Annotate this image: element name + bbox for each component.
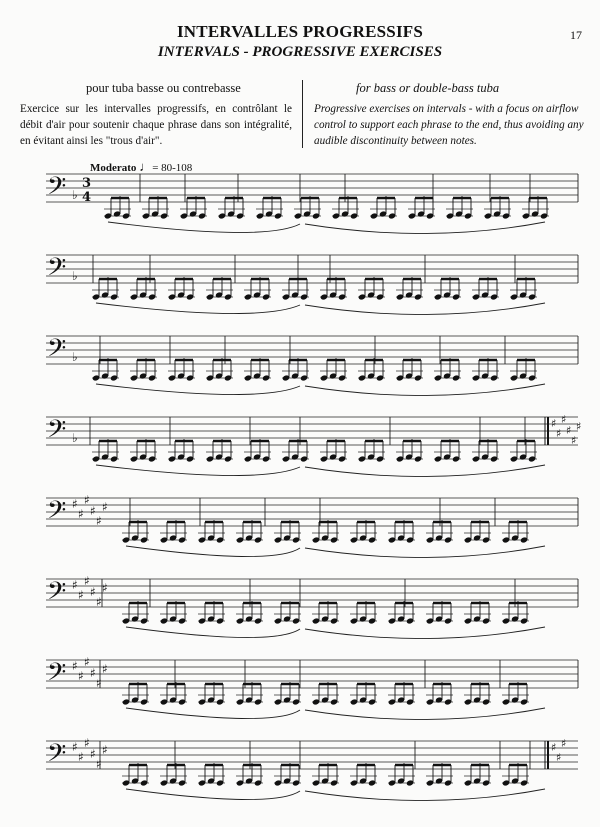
sharp-icon: ♯ bbox=[96, 595, 102, 609]
sharp-icon: ♯ bbox=[84, 574, 90, 588]
slur bbox=[96, 384, 300, 395]
sharp-icon: ♯ bbox=[566, 424, 572, 437]
sharp-icon: ♯ bbox=[561, 413, 567, 426]
flat-icon: ♭ bbox=[72, 350, 78, 364]
tempo-range: = 80-108 bbox=[152, 162, 193, 174]
sharp-icon: ♯ bbox=[102, 662, 108, 676]
description-english: Progressive exercises on intervals - with a focus on airflow control to support each phrase to the end, thus avoiding any audible discontinuity between notes. bbox=[314, 103, 584, 148]
slur bbox=[108, 222, 300, 233]
page-number: 17 bbox=[570, 28, 582, 42]
sharp-icon: ♯ bbox=[78, 750, 84, 764]
flat-icon: ♭ bbox=[72, 269, 78, 283]
sharp-icon: ♯ bbox=[96, 514, 102, 528]
bass-clef-icon: 𝄢 bbox=[47, 739, 67, 774]
sharp-icon: ♯ bbox=[72, 578, 78, 592]
slur bbox=[305, 303, 545, 315]
slur bbox=[305, 465, 545, 477]
sharp-icon: ♯ bbox=[102, 743, 108, 757]
subtitle-french: pour tuba basse ou contrebasse bbox=[86, 81, 241, 95]
bass-clef-icon: 𝄢 bbox=[47, 172, 67, 207]
time-signature-top: 3 bbox=[82, 176, 92, 191]
sharp-icon: ♯ bbox=[90, 504, 96, 518]
bass-clef-icon: 𝄢 bbox=[47, 496, 67, 531]
sharp-icon: ♯ bbox=[561, 737, 567, 750]
bass-clef-icon: 𝄢 bbox=[47, 334, 67, 369]
page-title-french: INTERVALLES PROGRESSIFS bbox=[176, 22, 424, 41]
sharp-icon: ♯ bbox=[556, 427, 562, 440]
sharp-icon: ♯ bbox=[102, 500, 108, 514]
slur bbox=[96, 465, 300, 476]
sharp-icon: ♯ bbox=[72, 497, 78, 511]
sharp-icon: ♯ bbox=[90, 666, 96, 680]
slur bbox=[305, 546, 545, 558]
sharp-icon: ♯ bbox=[78, 507, 84, 521]
flat-icon: ♭ bbox=[72, 431, 78, 445]
sharp-icon: ♯ bbox=[84, 655, 90, 669]
sharp-icon: ♯ bbox=[90, 747, 96, 761]
sharp-icon: ♯ bbox=[84, 736, 90, 750]
slur bbox=[126, 546, 300, 557]
sharp-icon: ♯ bbox=[551, 417, 557, 430]
sharp-icon: ♯ bbox=[90, 585, 96, 599]
tempo-word: Moderato bbox=[90, 162, 137, 174]
slur bbox=[126, 708, 300, 719]
sharp-icon: ♯ bbox=[84, 493, 90, 507]
bass-clef-icon: 𝄢 bbox=[47, 577, 67, 612]
bass-clef-icon: 𝄢 bbox=[47, 415, 67, 450]
time-signature-bottom: 4 bbox=[82, 190, 92, 205]
sharp-icon: ♯ bbox=[72, 659, 78, 673]
sharp-icon: ♯ bbox=[551, 741, 557, 754]
slur bbox=[305, 222, 545, 234]
slur bbox=[96, 303, 300, 314]
sharp-icon: ♯ bbox=[96, 676, 102, 690]
slur bbox=[126, 789, 300, 800]
slur bbox=[126, 627, 300, 638]
bass-clef-icon: 𝄢 bbox=[47, 658, 67, 693]
slur bbox=[305, 789, 545, 801]
sharp-icon: ♯ bbox=[102, 581, 108, 595]
slur bbox=[305, 384, 545, 396]
page-title-english: INTERVALS - PROGRESSIVE EXERCISES bbox=[157, 44, 443, 60]
sharp-icon: ♯ bbox=[571, 434, 577, 447]
bass-clef-icon: 𝄢 bbox=[47, 253, 67, 288]
slur bbox=[305, 627, 545, 639]
description-french: Exercice sur les intervalles progressifs, en contrôlant le débit d'air pour soutenir chaque phrase dans son intégralité, en évitant ainsi les "trous d'air". bbox=[20, 103, 292, 148]
quarter-note-icon: ♩ bbox=[139, 159, 153, 174]
slur bbox=[305, 708, 545, 720]
sharp-icon: ♯ bbox=[576, 420, 582, 433]
sharp-icon: ♯ bbox=[72, 740, 78, 754]
subtitle-english: for bass or double-bass tuba bbox=[356, 81, 500, 95]
sharp-icon: ♯ bbox=[78, 669, 84, 683]
sharp-icon: ♯ bbox=[556, 751, 562, 764]
flat-icon: ♭ bbox=[72, 188, 78, 202]
sharp-icon: ♯ bbox=[96, 757, 102, 771]
sharp-icon: ♯ bbox=[78, 588, 84, 602]
